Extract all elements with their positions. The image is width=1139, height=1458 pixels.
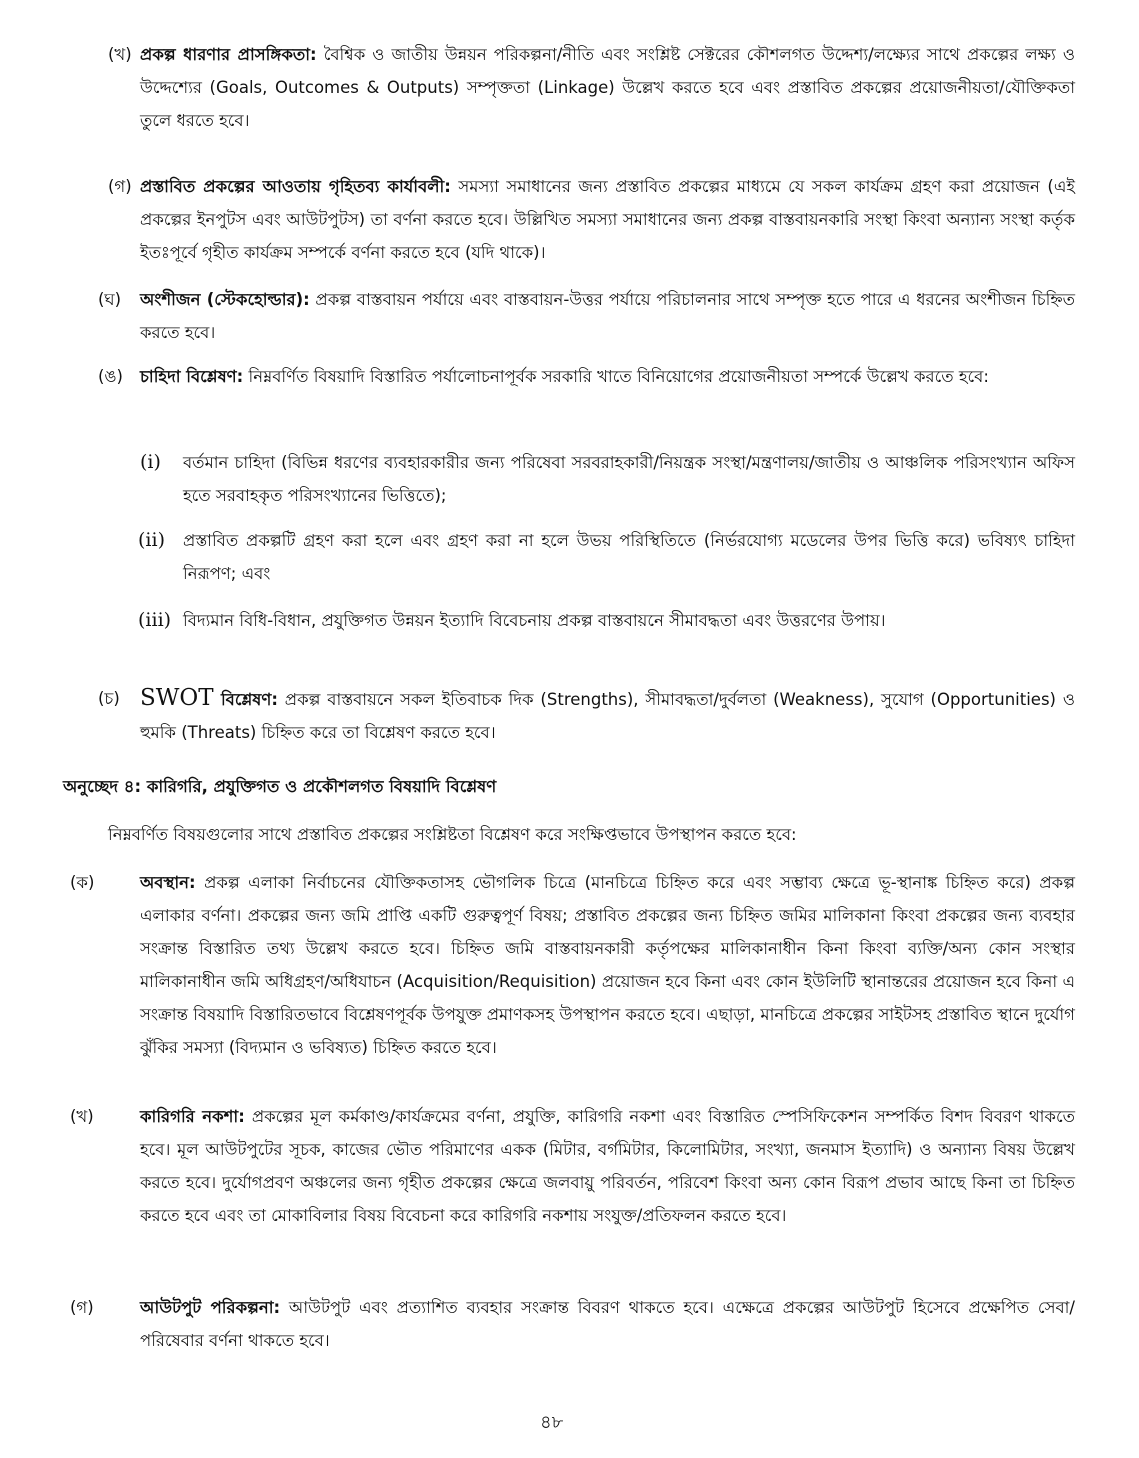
section-lead: প্রকল্প ধারণার প্রাসঙ্গিকতা: bbox=[140, 45, 317, 64]
chapter-item-ka bbox=[70, 866, 1075, 1064]
section-lead: অংশীজন (স্টেকহোল্ডার): bbox=[140, 290, 310, 309]
section-text: নিম্নবর্ণিত বিষয়াদি বিস্তারিত পর্যালোচনাপূর্বক সরকারি খাতে বিনিয়োগের প্রয়োজনীয়তা সম্পর্কে উল্লেখ করতে হবে: bbox=[243, 367, 989, 386]
demand-item bbox=[140, 446, 1075, 512]
section-marker: (খ) bbox=[108, 45, 132, 64]
item-marker: (গ) bbox=[70, 1298, 94, 1317]
section-cha bbox=[98, 682, 1075, 749]
section-text: বৈশ্বিক ও জাতীয় উন্নয়ন পরিকল্পনা/নীতি এবং সংশ্লিষ্ট সেক্টরের কৌশলগত উদ্দেশ্য/লক্ষ্যের সাথে প্রকল্পের লক্ষ্য ও উদ্দেশ্যের (Goals, Outcomes & Outputs) সম্পৃক্ততা (Linkage) উল্লেখ করতে হবে এবং প্রস্তাবিত প্রকল্পের প্রয়োজনীয়তা/যৌক্তিকতা তুলে ধরতে হবে। bbox=[140, 45, 1076, 130]
chapter-heading: অনুচ্ছেদ ৪: কারিগরি, প্রযুক্তিগত ও প্রকৌশলগত বিষয়াদি বিশ্লেষণ bbox=[63, 777, 497, 796]
demand-item bbox=[138, 604, 1075, 637]
item-lead: আউটপুট পরিকল্পনা: bbox=[140, 1298, 281, 1317]
page-number: ৪৮ bbox=[540, 1412, 564, 1433]
item-text: বর্তমান চাহিদা (বিভিন্ন ধরণের ব্যবহারকারীর জন্য পরিষেবা সরবরাহকারী/নিয়ন্ত্রক সংস্থা/মন্ত্রণালয়/জাতীয় ও আঞ্চলিক পরিসংখ্যান অফিস হতে সরবাহকৃত পরিসংখ্যানের ভিত্তিতে); bbox=[183, 453, 1075, 505]
chapter-intro: নিম্নবর্ণিত বিষয়গুলোর সাথে প্রস্তাবিত প্রকল্পের সংশ্লিষ্টতা বিশ্লেষণ করে সংক্ষিপ্তভাবে উপস্থাপন করতে হবে: bbox=[108, 825, 797, 844]
section-lead: চাহিদা বিশ্লেষণ: bbox=[140, 367, 244, 386]
section-marker: (ঘ) bbox=[98, 290, 122, 309]
item-marker: (ii) bbox=[138, 529, 165, 551]
item-marker: (i) bbox=[140, 451, 161, 473]
item-lead: অবস্থান: bbox=[140, 873, 196, 892]
section-gha bbox=[98, 283, 1075, 349]
section-text: সমস্যা সমাধানের জন্য প্রস্তাবিত প্রকল্পের মাধ্যমে যে সকল কার্যক্রম গ্রহণ করা প্রয়োজন (এই প্রকল্পের ইনপুটস এবং আউটপুটস) তা বর্ণনা করতে হবে। উল্লিখিত সমস্যা সমাধানের জন্য প্রকল্প বাস্তবায়নকারি সংস্থা কিংবা অন্যান্য সংস্থা কর্তৃক ইতঃপূর্বে গৃহীত কার্যক্রম সম্পর্কে বর্ণনা করতে হবে (যদি থাকে)। bbox=[140, 177, 1075, 262]
item-text: বিদ্যমান বিধি-বিধান, প্রযুক্তিগত উন্নয়ন ইত্যাদি বিবেচনায় প্রকল্প বাস্তবায়নে সীমাবদ্ধতা এবং উত্তরণের উপায়। bbox=[183, 611, 886, 630]
item-marker: (খ) bbox=[70, 1107, 94, 1126]
section-marker: (চ) bbox=[98, 689, 120, 708]
section-text: প্রকল্প বাস্তবায়নে সকল ইতিবাচক দিক (Strengths), সীমাবদ্ধতা/দুর্বলতা (Weakness), সুযোগ (Opportunities) ও হুমকি (Threats) চিহ্নিত করে তা বিশ্লেষণ করতে হবে। bbox=[140, 690, 1075, 742]
chapter-item-kha bbox=[70, 1100, 1075, 1232]
section-kha bbox=[108, 38, 1075, 137]
item-text: প্রকল্পের মূল কর্মকাণ্ড/কার্যক্রমের বর্ণনা, প্রযুক্তি, কারিগরি নকশা এবং বিস্তারিত স্পেসিফিকেশন সম্পর্কিত বিশদ বিবরণ থাকতে হবে। মূল আউটপুটের সূচক, কাজের ভৌত পরিমাণের একক (মিটার, বর্গমিটার, কিলোমিটার, সংখ্যা, জনমাস ইত্যাদি) ও অন্যান্য বিষয় উল্লেখ করতে হবে। দুর্যোগপ্রবণ অঞ্চলের জন্য গৃহীত প্রকল্পের ক্ষেত্রে জলবায়ু পরিবর্তন, পরিবেশ কিংবা অন্য কোন বিরূপ প্রভাব আছে কিনা তা চিহ্নিত করতে হবে এবং তা মোকাবিলার বিষয় বিবেচনা করে কারিগরি নকশায় সংযুক্ত/প্রতিফলন করতে হবে। bbox=[140, 1107, 1075, 1225]
section-uma bbox=[98, 360, 1075, 393]
section-lead: প্রস্তাবিত প্রকল্পের আওতায় গৃহিতব্য কার্যাবলী: bbox=[140, 177, 451, 196]
section-text: প্রকল্প বাস্তবায়ন পর্যায়ে এবং বাস্তবায়ন-উত্তর পর্যায়ে পরিচালনার সাথে সম্পৃক্ত হতে পারে এ ধরনের অংশীজন চিহ্নিত করতে হবে। bbox=[140, 290, 1075, 342]
item-marker: (iii) bbox=[138, 609, 172, 631]
chapter-item-ga bbox=[70, 1291, 1075, 1357]
item-text: প্রস্তাবিত প্রকল্পটি গ্রহণ করা হলে এবং গ্রহণ করা না হলে উভয় পরিস্থিতিতে (নির্ভরযোগ্য মডেলের উপর ভিত্তি করে) ভবিষ্যৎ চাহিদা নিরূপণ; এবং bbox=[183, 531, 1075, 583]
item-lead: কারিগরি নকশা: bbox=[140, 1107, 245, 1126]
section-marker: (গ) bbox=[108, 177, 132, 196]
item-text: প্রকল্প এলাকা নির্বাচনের যৌক্তিকতাসহ ভৌগলিক চিত্রে (মানচিত্রে চিহ্নিত করে এবং সম্ভাব্য ক্ষেত্রে ভূ-স্থানাঙ্ক চিহ্নিত করে) প্রকল্প এলাকার বর্ণনা। প্রকল্পের জন্য জমি প্রাপ্তি একটি গুরুত্বপূর্ণ বিষয়; প্রস্তাবিত প্রকল্পের জন্য চিহ্নিত জমির মালিকানা কিংবা প্রকল্পের জন্য ব্যবহার সংক্রান্ত বিস্তারিত তথ্য উল্লেখ করতে হবে। চিহ্নিত জমি বাস্তবায়নকারী কর্তৃপক্ষের মালিকানাধীন কিনা কিংবা ব্যক্তি/অন্য কোন সংস্থার মালিকানাধীন জমি অধিগ্রহণ/অধিযাচন (Acquisition/Requisition) প্রয়োজন হবে কিনা এবং কোন ইউলিটি স্থানান্তরের প্রয়োজন হবে কিনা এ সংক্রান্ত বিষয়াদি বিস্তারিতভাবে বিশ্লেষণপূর্বক উপযুক্ত প্রমাণকসহ উপস্থাপন করতে হবে। এছাড়া, মানচিত্রে প্রকল্পের সাইটসহ প্রস্তাবিত স্থানে দুর্যোগ ঝুঁকির সমস্যা (বিদ্যমান ও ভবিষ্যত) চিহ্নিত করতে হবে। bbox=[140, 873, 1075, 1057]
swot-label: SWOT bbox=[140, 685, 214, 711]
section-ga bbox=[108, 170, 1075, 269]
demand-item bbox=[138, 524, 1075, 590]
section-lead: বিশ্লেষণ: bbox=[213, 690, 278, 709]
item-marker: (ক) bbox=[70, 873, 95, 892]
item-text: আউটপুট এবং প্রত্যাশিত ব্যবহার সংক্রান্ত বিবরণ থাকতে হবে। এক্ষেত্রে প্রকল্পের আউটপুট হিসেবে প্রক্ষেপিত সেবা/পরিষেবার বর্ণনা থাকতে হবে। bbox=[140, 1298, 1075, 1350]
section-marker: (ঙ) bbox=[98, 367, 123, 386]
